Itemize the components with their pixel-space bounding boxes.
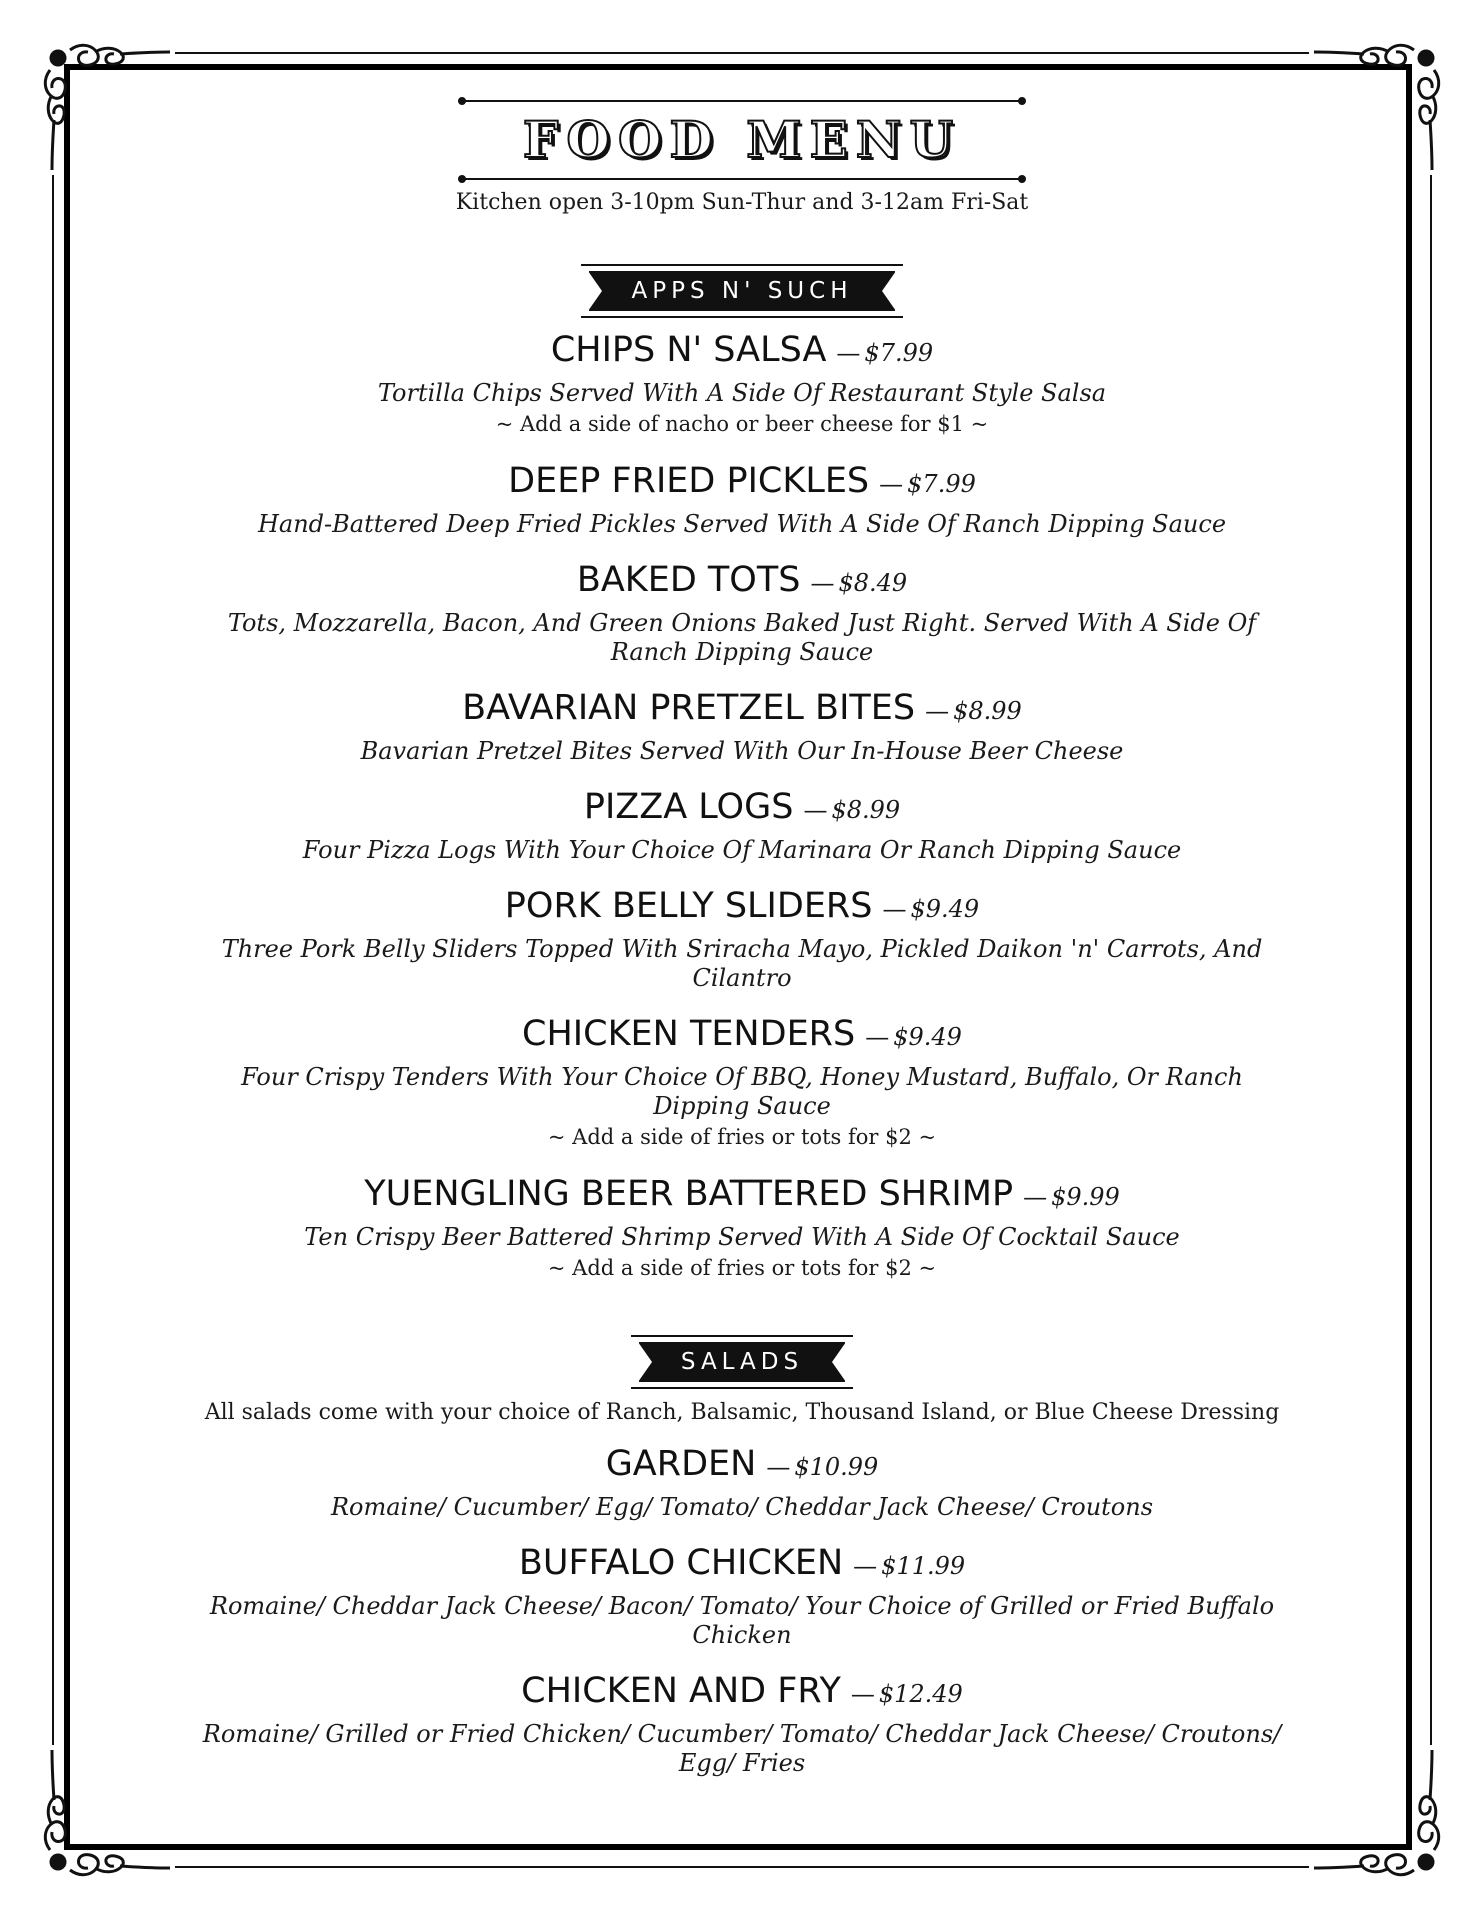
item-price: $8.49 [838, 569, 908, 597]
item-price: $9.49 [910, 895, 980, 923]
item-name: PIZZA LOGS [583, 787, 794, 827]
item-note: ~ Add a side of fries or tots for $2 ~ [547, 1256, 937, 1280]
item-description: Romaine/ Cheddar Jack Cheese/ Bacon/ Tomato/ Your Choice of Grilled or Fried Buffalo Chicken [209, 1592, 1275, 1649]
flourish-icon [1304, 30, 1454, 180]
section-label: SALADS [680, 1349, 804, 1375]
flourish-icon [30, 30, 180, 180]
outer-border-bottom [175, 1866, 1309, 1868]
item-price: $12.49 [878, 1680, 963, 1708]
item-note: ~ Add a side of nacho or beer cheese for $1 ~ [495, 412, 989, 436]
item-description: Tortilla Chips Served With A Side Of Restaurant Style Salsa [377, 379, 1107, 407]
item-name: CHICKEN TENDERS [522, 1014, 856, 1054]
item-name: CHICKEN AND FRY [521, 1671, 841, 1711]
menu-item: BUFFALO CHICKEN — $11.99 Romaine/ Cheddar Jack Cheese/ Bacon/ Tomato/ Your Choice of Grilled or Fried Buffalo Chicken [180, 1540, 1304, 1650]
item-price: $8.99 [831, 796, 901, 824]
kitchen-hours: Kitchen open 3-10pm Sun-Thur and 3-12am Fri-Sat [455, 190, 1029, 215]
item-description: Bavarian Pretzel Bites Served With Our In-House Beer Cheese [360, 737, 1124, 765]
item-name: BAVARIAN PRETZEL BITES [462, 688, 916, 728]
item-description: Ten Crispy Beer Battered Shrimp Served With A Side Of Cocktail Sauce [304, 1223, 1180, 1251]
item-description: Romaine/ Cucumber/ Egg/ Tomato/ Cheddar Jack Cheese/ Croutons [330, 1493, 1154, 1521]
item-note: ~ Add a side of fries or tots for $2 ~ [547, 1125, 937, 1149]
banner-rule [631, 1335, 853, 1337]
section-banner-salads [639, 1342, 845, 1382]
outer-border-top [175, 52, 1309, 54]
menu-item: PORK BELLY SLIDERS — $9.49 Three Pork Belly Sliders Topped With Sriracha Mayo, Pickled Daikon 'n' Carrots, And Cilantro [180, 883, 1304, 993]
outer-border-right [1430, 175, 1432, 1745]
menu-item: CHICKEN TENDERS — $9.49 Four Crispy Tenders With Your Choice Of BBQ, Honey Mustard, Buffalo, Or Ranch Dipping Sauce ~ Add a side of fries or tots for $2 ~ [180, 1011, 1304, 1153]
banner-rule [631, 1387, 853, 1389]
salads-list [180, 1441, 1304, 1778]
page-title: FOOD MENU [522, 110, 962, 169]
menu-item: BAKED TOTS — $8.49 Tots, Mozzarella, Bacon, And Green Onions Baked Just Right. Served With A Side Of Ranch Dipping Sauce [180, 557, 1304, 667]
item-description: Romaine/ Grilled or Fried Chicken/ Cucumber/ Tomato/ Cheddar Jack Cheese/ Croutons/ Egg/ Fries [202, 1720, 1282, 1777]
item-price: $7.99 [864, 339, 934, 367]
item-price: $10.99 [794, 1453, 879, 1481]
item-name: DEEP FRIED PICKLES [508, 461, 870, 501]
item-price: $11.99 [881, 1552, 966, 1580]
item-name: GARDEN [605, 1444, 757, 1484]
menu-item: YUENGLING BEER BATTERED SHRIMP — $9.99 Ten Crispy Beer Battered Shrimp Served With A Side Of Cocktail Sauce ~ Add a side of fries or tots for $2 ~ [180, 1171, 1304, 1284]
item-description: Tots, Mozzarella, Bacon, And Green Onions Baked Just Right. Served With A Side Of Ranch Dipping Sauce [227, 609, 1257, 666]
menu-item: GARDEN — $10.99 Romaine/ Cucumber/ Egg/ Tomato/ Cheddar Jack Cheese/ Croutons [180, 1441, 1304, 1522]
item-name: YUENGLING BEER BATTERED SHRIMP [364, 1174, 1014, 1214]
title-rule-top [462, 100, 1022, 102]
item-name: CHIPS N' SALSA [550, 330, 827, 370]
banner-rule [581, 264, 902, 266]
item-name: PORK BELLY SLIDERS [504, 886, 873, 926]
menu-item: PIZZA LOGS — $8.99 Four Pizza Logs With Your Choice Of Marinara Or Ranch Dipping Sauce [180, 784, 1304, 865]
section-banner-apps [589, 271, 894, 311]
section-label: APPS N' SUCH [631, 278, 853, 304]
apps-list [180, 327, 1304, 1284]
menu-item: CHIPS N' SALSA — $7.99 Tortilla Chips Served With A Side Of Restaurant Style Salsa ~ Add a side of nacho or beer cheese for $1 ~ [180, 327, 1304, 440]
item-name: BAKED TOTS [576, 560, 801, 600]
menu-content [180, 100, 1304, 1796]
menu-item: BAVARIAN PRETZEL BITES — $8.99 Bavarian Pretzel Bites Served With Our In-House Beer Cheese [180, 685, 1304, 766]
item-price: $8.99 [953, 697, 1022, 725]
item-description: Three Pork Belly Sliders Topped With Sriracha Mayo, Pickled Daikon 'n' Carrots, And Cilantro [221, 935, 1263, 992]
item-description: Hand-Battered Deep Fried Pickles Served With A Side Of Ranch Dipping Sauce [257, 510, 1227, 538]
outer-border-left [52, 175, 54, 1745]
item-description: Four Crispy Tenders With Your Choice Of BBQ, Honey Mustard, Buffalo, Or Ranch Dipping Sauce [241, 1063, 1243, 1120]
title-block [462, 100, 1022, 180]
item-name: BUFFALO CHICKEN [518, 1543, 844, 1583]
item-price: $9.99 [1051, 1183, 1120, 1211]
title-rule-bottom [462, 178, 1022, 180]
menu-item: DEEP FRIED PICKLES — $7.99 Hand-Battered Deep Fried Pickles Served With A Side Of Ranch Dipping Sauce [180, 458, 1304, 539]
menu-item: CHICKEN AND FRY — $12.49 Romaine/ Grilled or Fried Chicken/ Cucumber/ Tomato/ Cheddar Jack Cheese/ Croutons/ Egg/ Fries [180, 1668, 1304, 1778]
item-description: Four Pizza Logs With Your Choice Of Marinara Or Ranch Dipping Sauce [302, 836, 1182, 864]
flourish-icon [1304, 1740, 1454, 1890]
flourish-icon [30, 1740, 180, 1890]
banner-rule [581, 316, 902, 318]
item-price: $7.99 [907, 470, 976, 498]
salads-intro: All salads come with your choice of Ranch, Balsamic, Thousand Island, or Blue Cheese Dressing [204, 1400, 1280, 1425]
item-price: $9.49 [893, 1023, 962, 1051]
